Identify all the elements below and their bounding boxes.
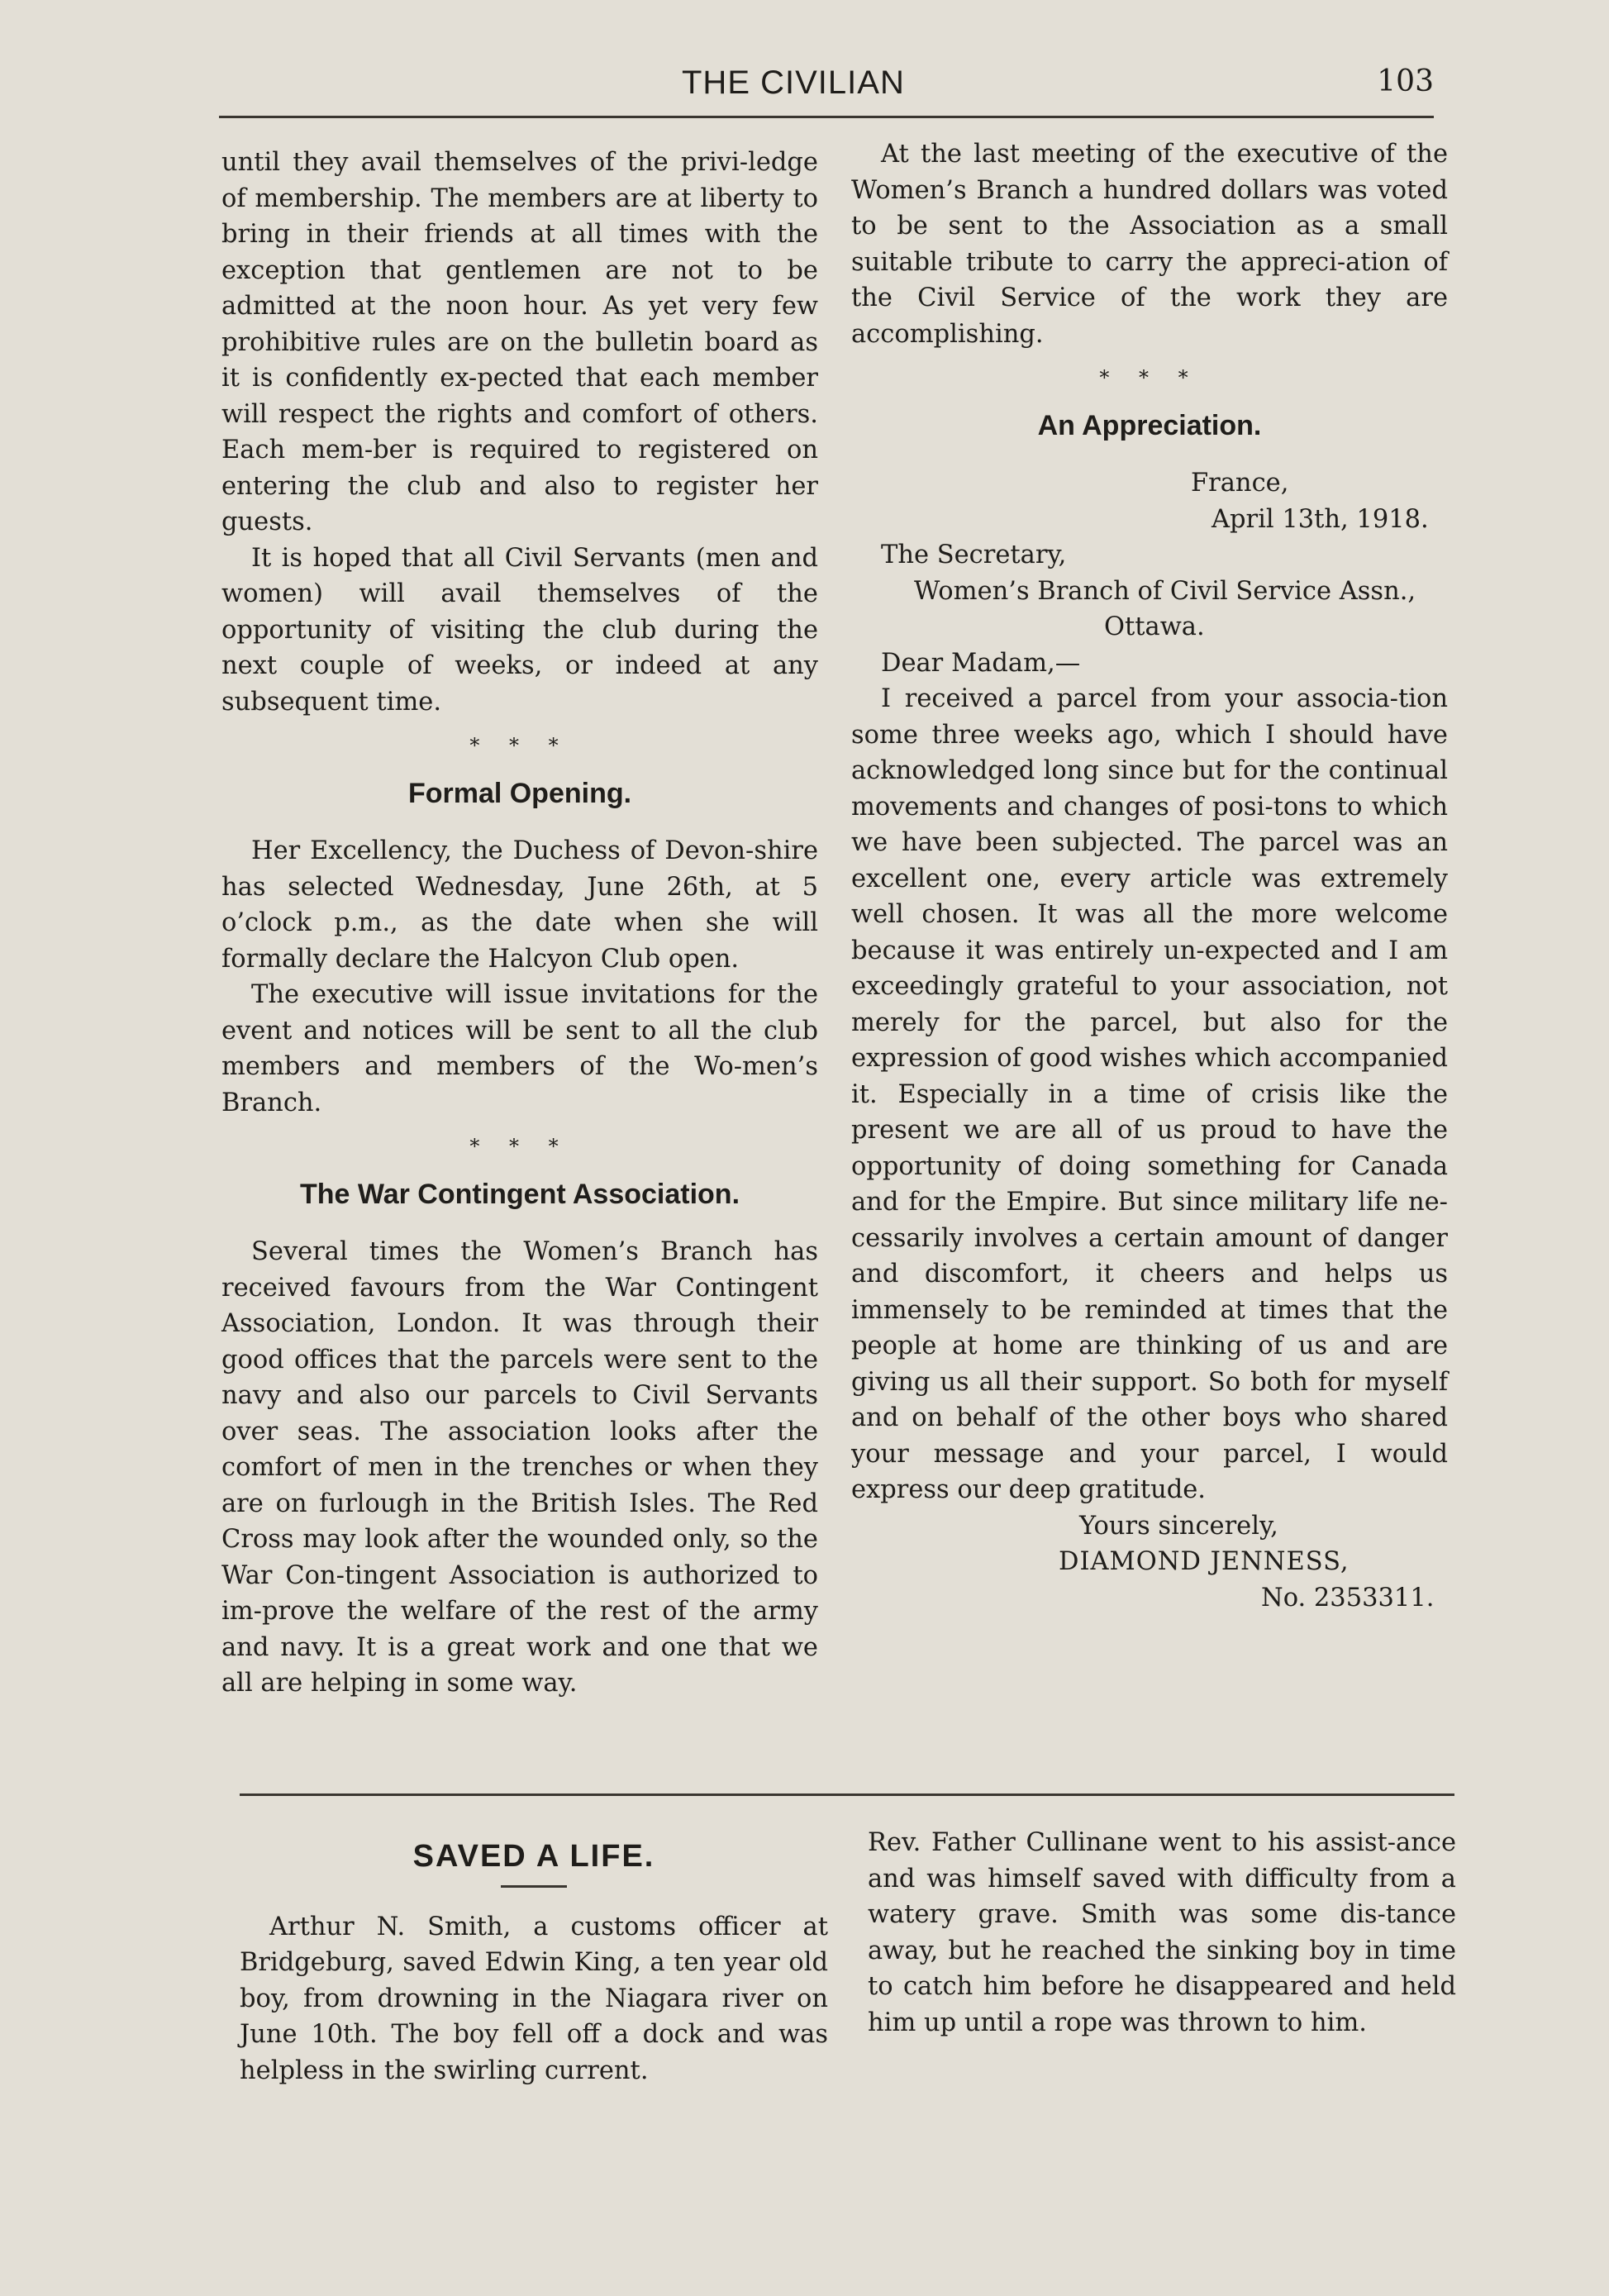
letter-signature: DIAMOND JENNESS,	[1059, 1547, 1350, 1576]
right-column	[851, 136, 1448, 1616]
header-rule	[219, 116, 1434, 118]
running-head	[219, 64, 1434, 114]
letter-salutation: Dear Madam,—	[881, 648, 1081, 678]
section-heading: The War Contingent Association.	[299, 1178, 740, 1210]
section-heading: Formal Opening.	[407, 777, 632, 809]
letter-body: I received a parcel from your associa-tion some three weeks ago, which I should have acknowledged long since but for the continual movements and changes of posi-tons to which we have been subjected. The parcel was an excellent one, every article was extremely well chosen. It was all the more welcome because it was entirely un-expected and I am exceedingly grateful to your association, not merely for the parcel, but also for the expression of good wishes which accompanied it. Especially in a time of crisis like the present we are all of us proud to have the opportunity of doing something for Canada and for the Empire. But since military life ne-cessarily involves a certain amount of danger and discomfort, it cheers and helps us immensely to be reminded at times that the people at home are thinking of us and are giving us all their support. So both for myself and on behalf of the other boys who shared your message and your parcel, I would express our deep gratitude.	[851, 684, 1448, 1504]
section-heading: An Appreciation.	[1037, 409, 1262, 441]
bottom-right-column	[868, 1825, 1456, 2041]
paragraph: It is hoped that all Civil Servants (men and women) will avail themselves of the opportunity of visiting the club during the next couple of weeks, or indeed at any subsequent time.	[221, 543, 818, 717]
letter-recipient: Women’s Branch of Civil Service Assn.,	[914, 576, 1416, 606]
section-separator: * * *	[469, 734, 570, 757]
letter-closing: Yours sincerely,	[1079, 1511, 1278, 1541]
letter-service-number: No. 2353311.	[1261, 1583, 1435, 1612]
page-number: 103	[1377, 64, 1434, 98]
letter-recipient: The Secretary,	[881, 541, 1067, 569]
paragraph: Arthur N. Smith, a customs officer at Bridgeburg, saved Edwin King, a ten year old boy, from drowning in the Niagara river on June 10th. The boy fell off a dock and was helpless in the swirling current.	[240, 1912, 828, 2085]
section-rule	[240, 1793, 1454, 1796]
section-separator: * * *	[1099, 366, 1200, 389]
publication-title: THE CIVILIAN	[682, 64, 905, 101]
letter-place: France,	[1191, 469, 1289, 498]
section-separator: * * *	[469, 1135, 570, 1158]
bottom-left-column	[240, 1839, 828, 2089]
left-column	[221, 145, 818, 1702]
paragraph: until they avail themselves of the privi-ledge of membership. The members are at liberty to bring in their friends at all times with the exception that gentlemen are not to be admitted at the noon hour. As yet very few prohibitive rules are on the bulletin board as it is confidently ex-pected that each member will respect the rights and comfort of others. Each mem-ber is required to registered on entering the club and also to register her guests.	[221, 148, 818, 536]
article-heading: SAVED A LIFE.	[412, 1839, 655, 1874]
paragraph: Her Excellency, the Duchess of Devon-shire has selected Wednesday, June 26th, at 5 o’clock p.m., as the date when she will formally declare the Halcyon Club open.	[221, 836, 818, 974]
paragraph: At the last meeting of the executive of the Women’s Branch a hundred dollars was voted to be sent to the Association as a small suitable tribute to carry the appreci-ation of the Civil Service of the work they are accomplishing.	[851, 140, 1448, 349]
letter-recipient: Ottawa.	[1104, 612, 1205, 641]
paragraph: Several times the Women’s Branch has received favours from the War Contingent Association, London. It was through their good offices that the parcels were sent to the navy and also our parcels to Civil Servants over seas. The association looks after the comfort of men in the trenches or when they are on furlough in the British Isles. The Red Cross may look after the wounded only, so the War Con-tingent Association is authorized to im-prove the welfare of the rest of the army and navy. It is a great work and one that we all are helping in some way.	[221, 1237, 818, 1698]
heading-rule	[501, 1885, 567, 1888]
paragraph: Rev. Father Cullinane went to his assist-ance and was himself saved with difficulty from a watery grave. Smith was some dis-tance away, but he reached the sinking boy in time to catch him before he disappeared and held him up until a rope was thrown to him.	[868, 1828, 1456, 2037]
paragraph: The executive will issue invitations for the event and notices will be sent to all the club members and members of the Wo-men’s Branch.	[221, 980, 818, 1117]
letter-date: April 13th, 1918.	[1212, 504, 1429, 534]
